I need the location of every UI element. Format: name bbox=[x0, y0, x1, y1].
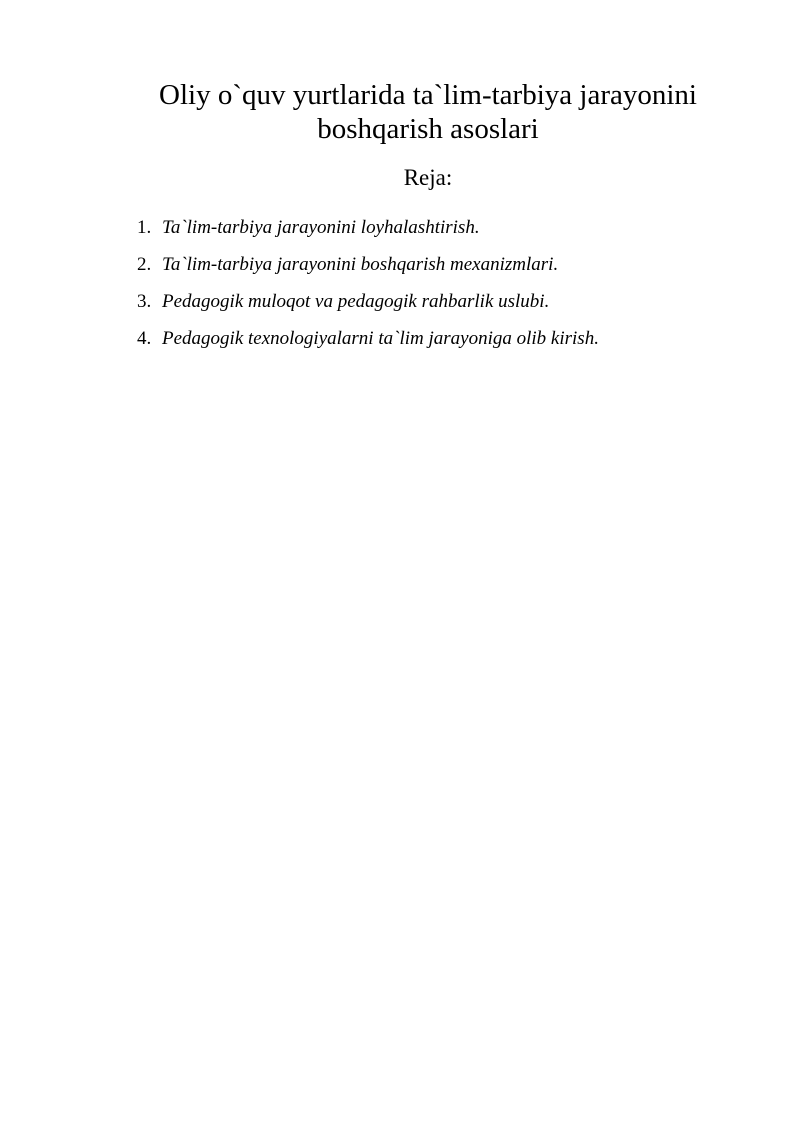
plan-item-text: Pedagogik texnologiyalarni ta`lim jarayoniga olib kirish. bbox=[162, 328, 599, 349]
plan-item-number: 2. bbox=[137, 254, 152, 275]
plan-item-text: Ta`lim-tarbiya jarayonini boshqarish mexanizmlari. bbox=[162, 254, 559, 275]
page-title bbox=[128, 78, 728, 146]
title-line-2: boshqarish asoslari bbox=[317, 113, 539, 145]
plan-item-3 bbox=[137, 290, 757, 327]
plan-item-text: Ta`lim-tarbiya jarayonini loyhalashtirish. bbox=[162, 217, 480, 238]
title-line-1: Oliy o`quv yurtlarida ta`lim-tarbiya jarayonini bbox=[159, 79, 697, 111]
plan-item-1 bbox=[137, 216, 757, 253]
plan-item-2 bbox=[137, 253, 757, 290]
plan-item-number: 3. bbox=[137, 291, 152, 312]
plan-item-number: 4. bbox=[137, 328, 152, 349]
plan-item-text: Pedagogik muloqot va pedagogik rahbarlik uslubi. bbox=[162, 291, 550, 312]
plan-list bbox=[137, 216, 757, 364]
plan-item-4 bbox=[137, 327, 757, 364]
plan-item-number: 1. bbox=[137, 217, 152, 238]
plan-heading: Reja: bbox=[403, 165, 453, 190]
